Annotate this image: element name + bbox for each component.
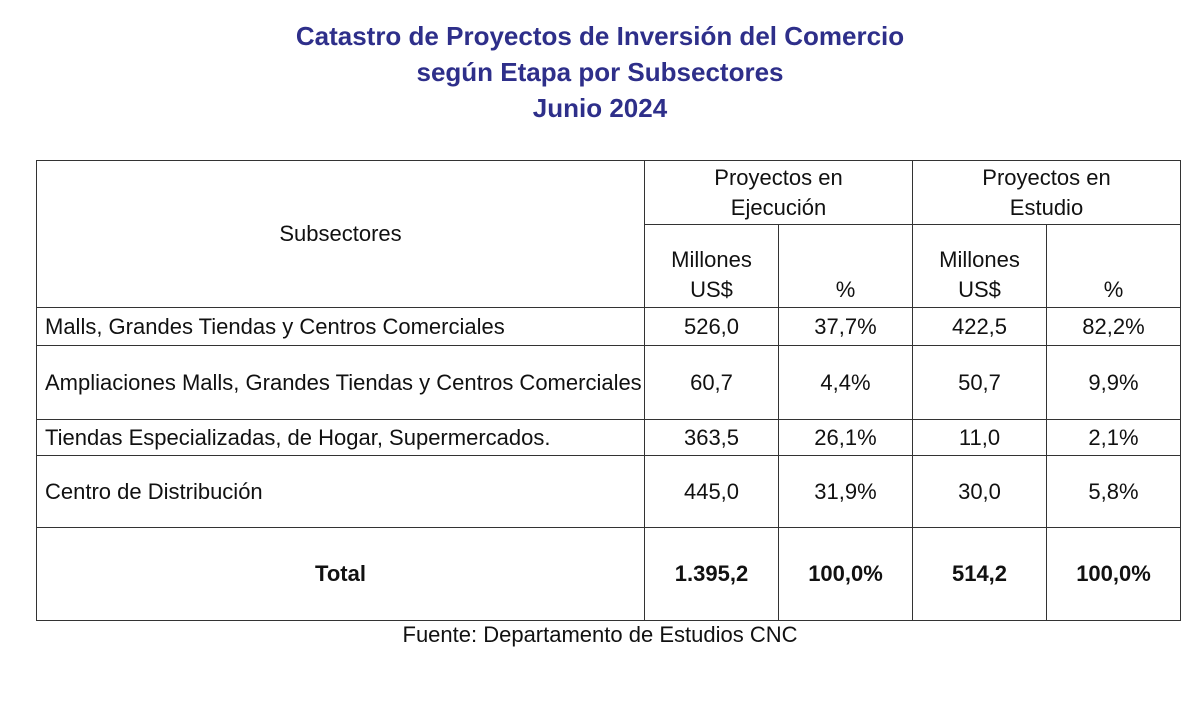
header-group-ejecucion-label: Proyectos en Ejecución xyxy=(714,164,843,220)
table-row xyxy=(37,308,1181,346)
row-ejecucion-pct: 4,4% xyxy=(779,346,913,420)
row-estudio-millones: 422,5 xyxy=(913,308,1047,346)
row-estudio-pct: 9,9% xyxy=(1047,346,1181,420)
total-row xyxy=(37,528,1181,621)
row-subsector-name: Tiendas Especializadas, de Hogar, Supermercados. xyxy=(37,420,645,456)
row-ejecucion-pct: 31,9% xyxy=(779,456,913,528)
row-estudio-pct: 2,1% xyxy=(1047,420,1181,456)
investment-table xyxy=(36,160,1181,621)
row-ejecucion-millones: 526,0 xyxy=(645,308,779,346)
row-ejecucion-millones: 363,5 xyxy=(645,420,779,456)
header-group-estudio-label: Proyectos en Estudio xyxy=(982,164,1111,220)
header-subsectores: Subsectores xyxy=(37,161,645,308)
total-estudio-millones: 514,2 xyxy=(913,528,1047,621)
row-estudio-millones: 11,0 xyxy=(913,420,1047,456)
source-note: Fuente: Departamento de Estudios CNC xyxy=(402,622,798,647)
header-estudio-millones-label: Millones US$ xyxy=(939,247,1020,302)
row-ejecucion-millones: 445,0 xyxy=(645,456,779,528)
row-ejecucion-pct: 26,1% xyxy=(779,420,913,456)
header-ejecucion-millones-label: Millones US$ xyxy=(671,247,752,302)
row-subsector-name: Centro de Distribución xyxy=(37,456,645,528)
header-ejecucion-millones xyxy=(645,225,779,308)
table-row xyxy=(37,456,1181,528)
table-row xyxy=(37,346,1181,420)
row-estudio-millones: 50,7 xyxy=(913,346,1047,420)
header-estudio-pct: % xyxy=(1047,225,1181,308)
total-ejecucion-pct: 100,0% xyxy=(779,528,913,621)
title-line-1: Catastro de Proyectos de Inversión del Comercio xyxy=(295,21,905,51)
header-group-estudio xyxy=(913,161,1181,225)
header-ejecucion-pct: % xyxy=(779,225,913,308)
table-row xyxy=(37,420,1181,456)
total-ejecucion-millones: 1.395,2 xyxy=(645,528,779,621)
row-subsector-name: Malls, Grandes Tiendas y Centros Comerciales xyxy=(37,308,645,346)
title-line-3: Junio 2024 xyxy=(532,93,668,123)
document-title xyxy=(0,18,1200,126)
row-estudio-pct: 5,8% xyxy=(1047,456,1181,528)
row-estudio-pct: 82,2% xyxy=(1047,308,1181,346)
header-estudio-millones xyxy=(913,225,1047,308)
row-ejecucion-pct: 37,7% xyxy=(779,308,913,346)
header-row-groups xyxy=(37,161,1181,225)
row-ejecucion-millones: 60,7 xyxy=(645,346,779,420)
total-label: Total xyxy=(37,528,645,621)
row-subsector-name: Ampliaciones Malls, Grandes Tiendas y Centros Comerciales xyxy=(37,346,645,420)
row-estudio-millones: 30,0 xyxy=(913,456,1047,528)
header-group-ejecucion xyxy=(645,161,913,225)
title-line-2: según Etapa por Subsectores xyxy=(416,57,784,87)
total-estudio-pct: 100,0% xyxy=(1047,528,1181,621)
